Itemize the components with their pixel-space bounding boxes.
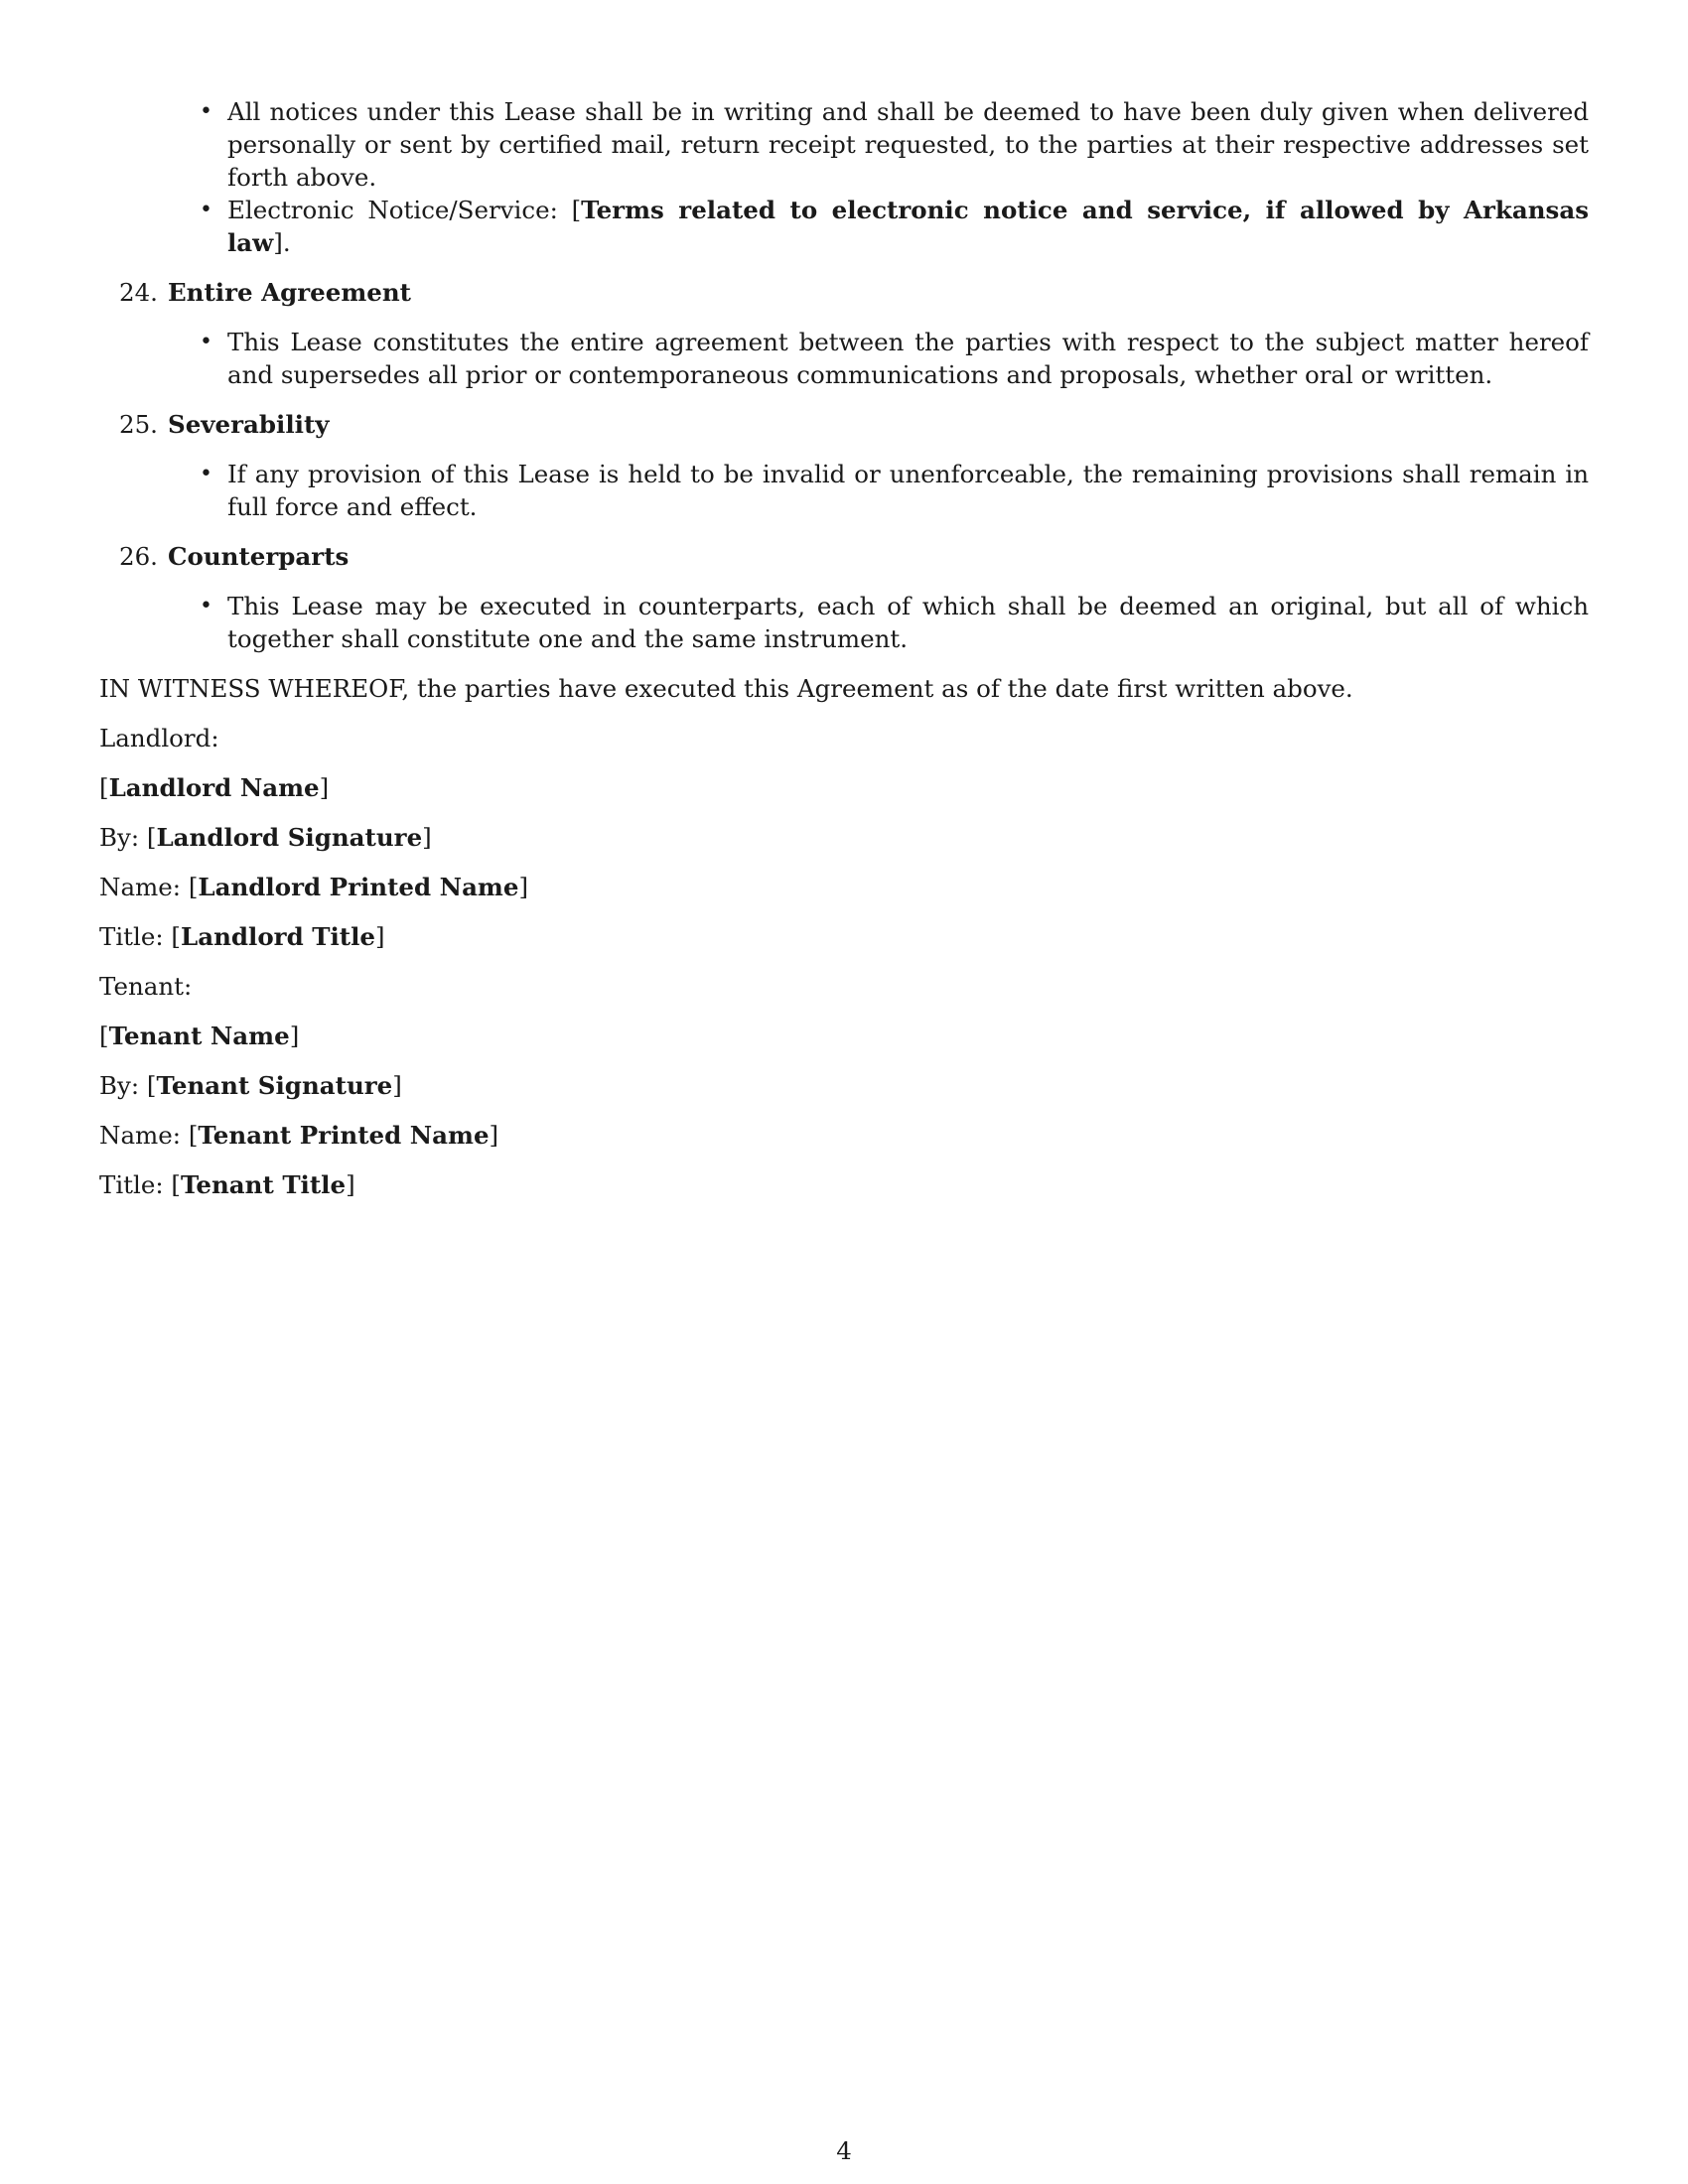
bullet-icon: • (200, 99, 212, 124)
section-title: Severability (168, 410, 330, 439)
landlord-title: Landlord Title (180, 922, 375, 951)
title-label: Title: (99, 1170, 172, 1199)
tenant-printed-name: Tenant Printed Name (198, 1121, 490, 1150)
section-title: Entire Agreement (168, 278, 411, 307)
landlord-printed-name-line: Name: [Landlord Printed Name] (99, 873, 529, 901)
list-item (99, 95, 1589, 194)
tenant-title-line: Title: [Tenant Title] (99, 1170, 355, 1199)
section-severability (99, 408, 1589, 523)
landlord-name-line: [Landlord Name] (99, 773, 330, 802)
tenant-name: Tenant Name (108, 1022, 290, 1050)
section-body (99, 590, 1589, 655)
section-heading (99, 540, 1589, 573)
witness-clause: IN WITNESS WHEREOF, the parties have executed this Agreement as of the date first written above. (99, 674, 1353, 703)
section-number: 24. (119, 278, 158, 307)
list-item (99, 326, 1589, 391)
tenant-signature: Tenant Signature (156, 1071, 393, 1100)
tenant-printed-name-line: Name: [Tenant Printed Name] (99, 1121, 499, 1150)
name-label: Name: (99, 1121, 189, 1150)
tenant-name-line: [Tenant Name] (99, 1022, 300, 1050)
title-label: Title: (99, 922, 172, 951)
document-page (99, 95, 1589, 1201)
list-item (99, 194, 1589, 259)
landlord-signature-line: By: [Landlord Signature] (99, 823, 432, 852)
tenant-title: Tenant Title (180, 1170, 347, 1199)
section-text: If any provision of this Lease is held to be invalid or unenforceable, the remaining provisions shall remain in full force and effect. (227, 460, 1589, 521)
section-text: This Lease constitutes the entire agreement between the parties with respect to the subject matter hereof and supersedes all prior or contemporaneous communications and proposals, whether oral or written. (227, 328, 1589, 389)
section-entire-agreement (99, 276, 1589, 391)
section-body (99, 326, 1589, 391)
tenant-label: Tenant: (99, 972, 193, 1001)
electronic-notice-label: Electronic Notice/Service: (227, 196, 572, 224)
section-number: 26. (119, 542, 158, 571)
bracket-close: ]. (273, 228, 291, 257)
by-label: By: (99, 1071, 147, 1100)
notices-list (99, 95, 1589, 259)
tenant-signature-line: By: [Tenant Signature] (99, 1071, 402, 1100)
bracket-open: [ (571, 196, 582, 224)
list-item (99, 458, 1589, 523)
section-text: This Lease may be executed in counterparts, each of which shall be deemed an original, but all of which together shall constitute one and the same instrument. (227, 592, 1589, 653)
section-counterparts (99, 540, 1589, 655)
bullet-icon: • (200, 594, 212, 618)
bullet-icon: • (200, 198, 212, 222)
section-number: 25. (119, 410, 158, 439)
list-item (99, 590, 1589, 655)
section-heading (99, 408, 1589, 441)
notice-text: All notices under this Lease shall be in writing and shall be deemed to have been duly given when delivered personally or sent by certified mail, return receipt requested, to the parties at their respective addresses set forth above. (227, 97, 1589, 192)
name-label: Name: (99, 873, 189, 901)
bullet-icon: • (200, 462, 212, 486)
by-label: By: (99, 823, 147, 852)
section-title: Counterparts (168, 542, 350, 571)
landlord-label: Landlord: (99, 724, 219, 752)
landlord-printed-name: Landlord Printed Name (198, 873, 519, 901)
section-heading (99, 276, 1589, 309)
page-number: 4 (836, 2136, 852, 2165)
landlord-title-line: Title: [Landlord Title] (99, 922, 385, 951)
bullet-icon: • (200, 330, 212, 354)
section-body (99, 458, 1589, 523)
landlord-signature: Landlord Signature (156, 823, 423, 852)
electronic-notice-placeholder: Terms related to electronic notice and service, if allowed by Arkansas law (227, 196, 1589, 257)
landlord-name: Landlord Name (108, 773, 320, 802)
